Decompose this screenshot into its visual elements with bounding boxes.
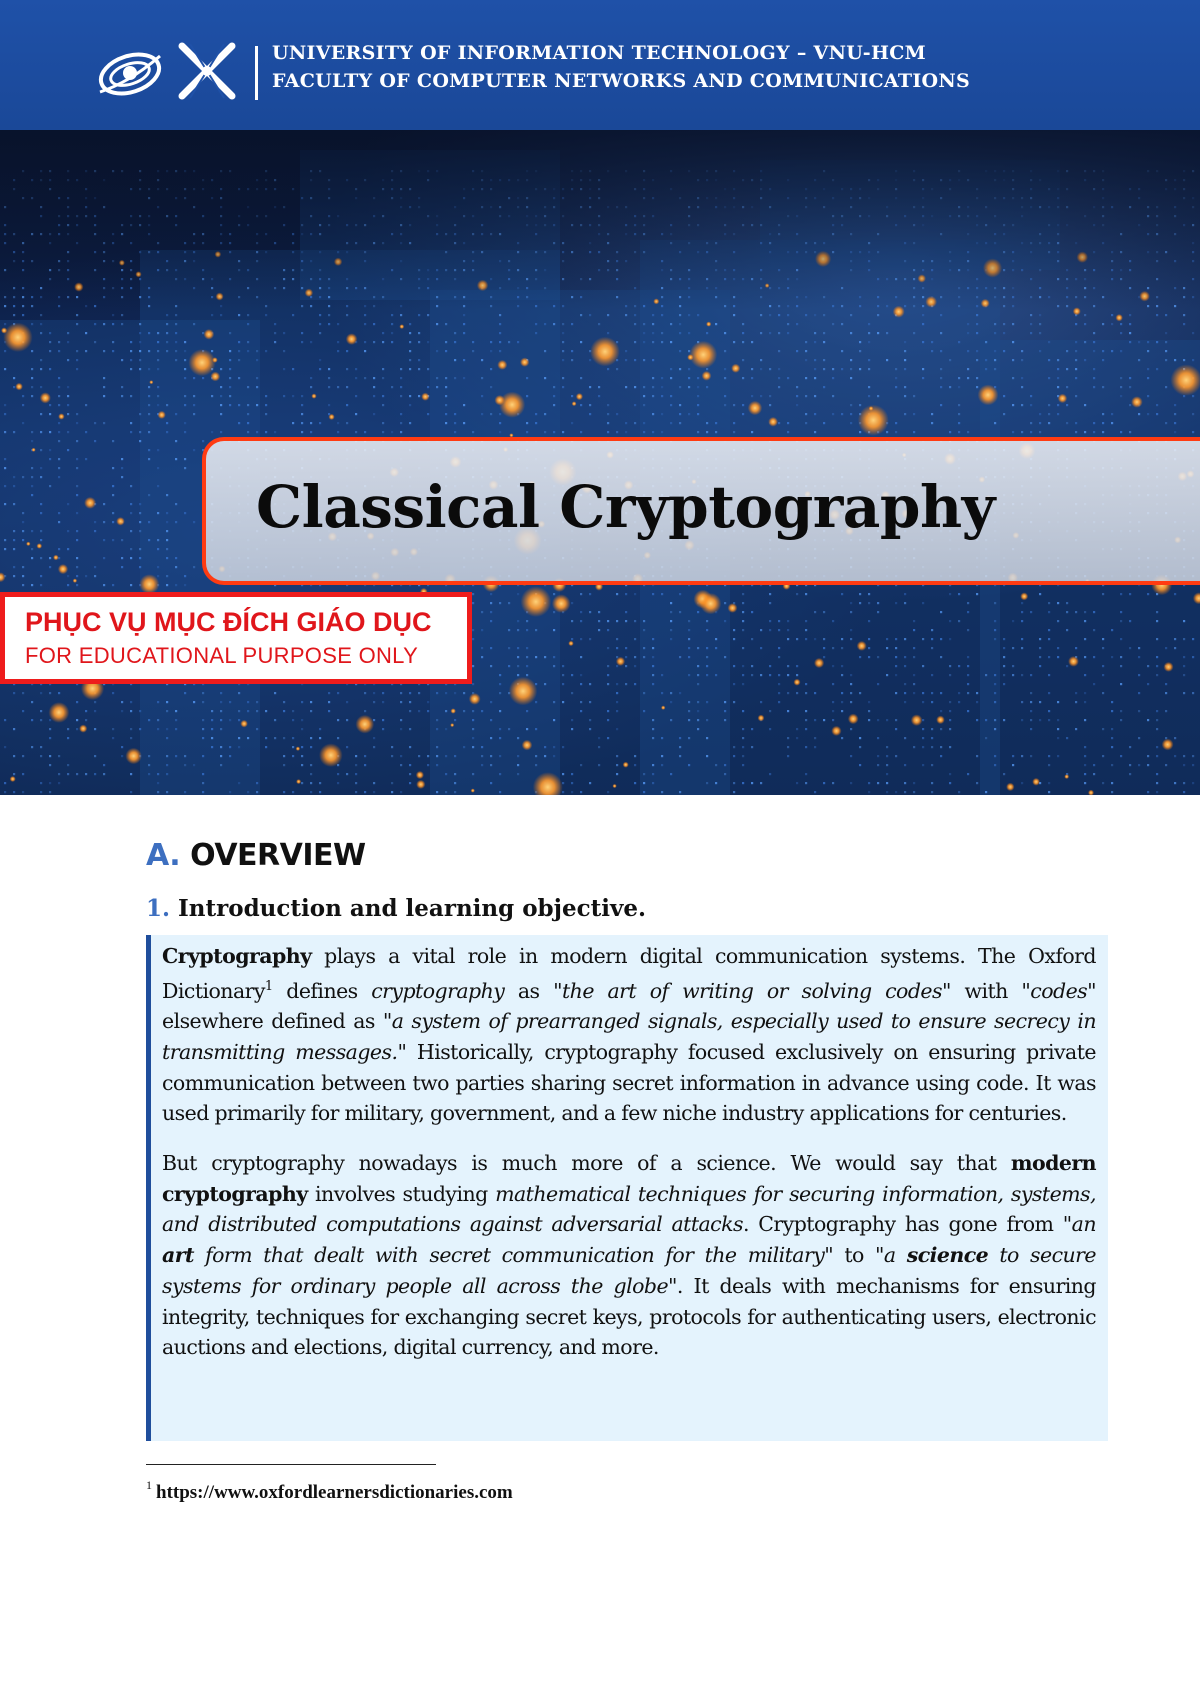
term-bold-italic: art: [162, 1243, 194, 1268]
text: involves studying: [307, 1181, 496, 1206]
section-heading-a: [146, 838, 366, 873]
text: to: [833, 1243, 875, 1268]
subsection-heading-1: [146, 895, 646, 922]
uit-logo-icon: [94, 42, 166, 100]
footnote-link[interactable]: https://www.oxfordlearnersdictionaries.com: [156, 1482, 513, 1503]
quote-italic: "codes": [1021, 978, 1096, 1003]
title-box: [202, 437, 1200, 585]
footnote-separator: [146, 1464, 436, 1465]
term-bold: modern cryptography: [162, 1151, 1096, 1206]
term-italic: cryptography: [371, 978, 505, 1003]
faculty-name: FACULTY OF COMPUTER NETWORKS AND COMMUNICATIONS: [272, 70, 971, 92]
term-bold-italic: science: [906, 1243, 989, 1268]
text: plays a vital role in modern digital communication systems. The Oxford Dictionary: [162, 944, 1096, 1003]
paragraph-2: [162, 1148, 1096, 1363]
university-name: UNIVERSITY OF INFORMATION TECHNOLOGY – VNU-HCM: [272, 42, 926, 64]
term-italic: mathematical techniques for securing information, systems, and distributed computations against adversarial attacks: [162, 1181, 1096, 1237]
quote-italic: "the art of writing or solving codes": [553, 978, 951, 1003]
quote-italic: to secure systems for ordinary people all across the globe": [162, 1243, 1096, 1298]
section-title: OVERVIEW: [190, 838, 366, 873]
header-separator: [255, 46, 258, 100]
quote-italic: "an: [1062, 1212, 1096, 1237]
paragraph-1: [162, 941, 1096, 1129]
text: as: [504, 978, 554, 1003]
text: with: [950, 978, 1022, 1003]
footnote: [146, 1478, 513, 1504]
term-bold: Cryptography: [162, 944, 312, 968]
text: But cryptography nowadays is much more of a science. We would say that: [162, 1151, 1011, 1176]
faculty-logo-icon: [176, 40, 238, 102]
quote-italic: form that dealt with secret communication for the military": [193, 1243, 834, 1268]
text: defines: [272, 978, 372, 1003]
text: . It deals with mechanisms for ensuring integrity, techniques for exchanging secret keys, protocols for authenticating users, electronic auctions and elections, digital currency, and more.: [162, 1273, 1096, 1360]
hero-banner: [0, 130, 1200, 795]
subsection-title: Introduction and learning objective.: [178, 895, 646, 922]
page-title: Classical Cryptography: [256, 473, 995, 541]
quote-italic: "a: [874, 1243, 907, 1268]
header-bar: [0, 0, 1200, 130]
quote-italic: "a system of prearranged signals, especially used to ensure secrecy in transmitting messages.": [162, 1009, 1096, 1064]
footnote-ref[interactable]: 1: [264, 978, 273, 994]
text: Historically, cryptography focused exclusively on ensuring private communication between two parties sharing secret information in advance using code. It was used primarily for military, government, and a few niche industry applications for centuries.: [162, 1039, 1096, 1126]
overview-callout: [146, 935, 1108, 1441]
text: elsewhere defined as: [162, 1009, 383, 1034]
section-number: A.: [146, 838, 181, 873]
stamp-english-text: FOR EDUCATIONAL PURPOSE ONLY: [25, 643, 419, 668]
stamp-vietnamese-text: PHỤC VỤ MỤC ĐÍCH GIÁO DỤC: [25, 607, 432, 637]
text: . Cryptography has gone from: [742, 1212, 1063, 1237]
subsection-number: 1.: [146, 895, 171, 922]
footnote-number: 1: [146, 1478, 152, 1492]
educational-stamp: [0, 592, 472, 684]
